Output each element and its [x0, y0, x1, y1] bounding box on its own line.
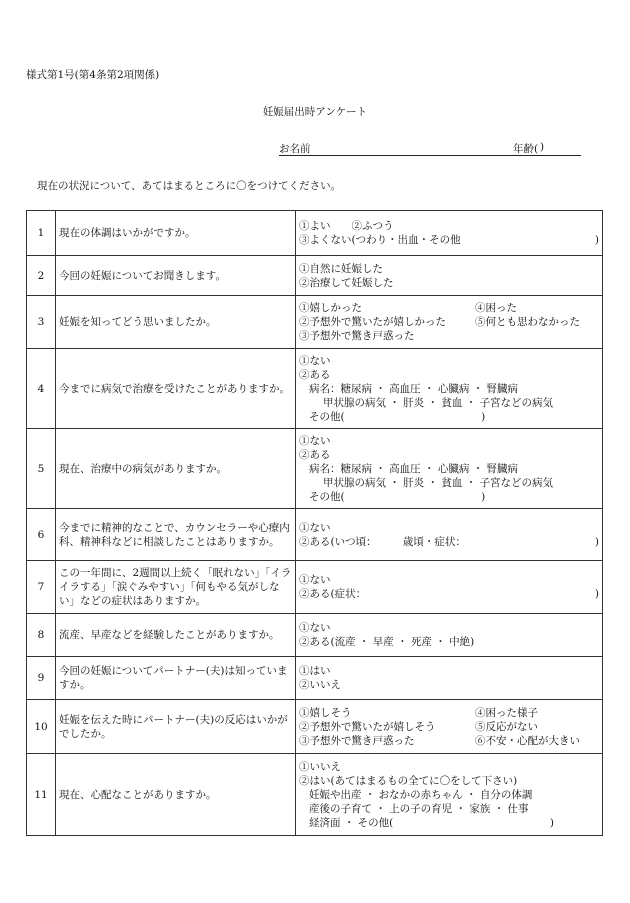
question-number: 3 [27, 296, 56, 349]
answer-options[interactable] [296, 349, 603, 429]
disease-list[interactable]: 病名：糖尿病 ・ 高血圧 ・ 心臓病 ・ 腎臓病 [309, 462, 519, 475]
question-text: 今までに精神的なことで、カウンセラーや心療内科、精神科などに相談したことはありますか。 [56, 509, 296, 561]
question-row [27, 349, 603, 429]
option-line[interactable]: ①ない [299, 434, 331, 447]
question-number: 1 [27, 211, 56, 256]
answer-options[interactable] [296, 296, 603, 349]
option-text: ⑤何とも思わなかった [475, 316, 580, 328]
question-row [27, 211, 603, 256]
answer-options[interactable] [296, 614, 603, 657]
answer-options[interactable] [296, 754, 603, 836]
question-text: 現在、心配なことがありますか。 [56, 754, 296, 836]
option-line[interactable] [299, 720, 599, 734]
question-row [27, 429, 603, 509]
question-number: 7 [27, 561, 56, 614]
close-paren: ) [549, 816, 554, 829]
option-line[interactable]: ①ない [299, 354, 331, 367]
question-row [27, 256, 603, 296]
answer-options[interactable] [296, 429, 603, 509]
age-close: ) [540, 141, 545, 153]
option-text: ④困った [475, 302, 517, 314]
instructions: 現在の状況について、あてはまるところに〇をつけてください。 [37, 180, 342, 192]
question-number: 8 [27, 614, 56, 657]
disease-list[interactable]: 甲状腺の病気 ・ 肝炎 ・ 貧血 ・ 子宮などの病気 [323, 396, 554, 409]
option-line[interactable]: ③予想外で驚き戸惑った [299, 330, 415, 342]
close-paren: ) [594, 588, 599, 600]
question-text: 今回の妊娠についてパートナー(夫)は知っていますか。 [56, 657, 296, 700]
question-number: 10 [27, 700, 56, 754]
answer-options[interactable] [296, 561, 603, 614]
option-line[interactable]: ①ない [299, 574, 331, 586]
question-row [27, 657, 603, 700]
option-line[interactable] [299, 706, 599, 720]
option-line[interactable]: ①よい ②ふつう [299, 220, 394, 232]
question-row [27, 561, 603, 614]
concern-list[interactable]: 妊娠や出産 ・ おなかの赤ちゃん ・ 自分の体調 [309, 788, 533, 801]
question-text: 現在、治療中の病気がありますか。 [56, 429, 296, 509]
option-text: ②ある(いつ頃： 歳頃・症状： [299, 535, 466, 548]
answer-options[interactable] [296, 657, 603, 700]
other-field[interactable]: その他( ) [309, 490, 486, 503]
option-line[interactable]: ②いいえ [299, 679, 341, 691]
question-number: 9 [27, 657, 56, 700]
option-text: ②予想外で驚いたが嬉しそう [299, 720, 436, 733]
age-label: 年齢( [513, 143, 539, 155]
answer-options[interactable] [296, 256, 603, 296]
name-label: お名前 [279, 143, 311, 155]
question-row [27, 296, 603, 349]
question-number: 4 [27, 349, 56, 429]
option-line[interactable]: ①はい [299, 665, 331, 677]
question-row [27, 614, 603, 657]
answer-options[interactable] [296, 509, 603, 561]
option-line[interactable]: ②はい(あてはまるもの全てに〇をして下さい) [299, 774, 518, 787]
option-line[interactable]: ②ある [299, 368, 331, 381]
question-number: 6 [27, 509, 56, 561]
option-text: ③よくない(つわり・出血・その他 [299, 234, 461, 246]
option-line[interactable] [299, 734, 599, 748]
option-text: ④困った様子 [475, 706, 538, 719]
disease-list[interactable]: 病名：糖尿病 ・ 高血圧 ・ 心臓病 ・ 腎臓病 [309, 382, 519, 395]
concern-list[interactable]: 産後の子育て ・ 上の子の育児 ・ 家族 ・ 仕事 [309, 802, 529, 815]
question-number: 5 [27, 429, 56, 509]
option-text: ⑤反応がない [475, 720, 538, 733]
option-text: ③予想外で驚き戸惑った [299, 734, 415, 747]
question-text: 現在の体調はいかがですか。 [56, 211, 296, 256]
answer-options[interactable] [296, 700, 603, 754]
form-number: 様式第1号(第4条第2項関係) [26, 69, 160, 81]
option-line[interactable]: ②ある [299, 448, 331, 461]
disease-list[interactable]: 甲状腺の病気 ・ 肝炎 ・ 貧血 ・ 子宮などの病気 [323, 476, 554, 489]
question-text: 今までに病気で治療を受けたことがありますか。 [56, 349, 296, 429]
option-text: ①嬉しそう [299, 706, 352, 719]
question-text: 妊娠を伝えた時にパートナー(夫)の反応はいかがでしたか。 [56, 700, 296, 754]
close-paren: ) [594, 234, 599, 246]
close-paren: ) [594, 535, 599, 548]
question-row [27, 509, 603, 561]
option-line[interactable]: ②ある(流産 ・ 早産 ・ 死産 ・ 中絶) [299, 636, 475, 648]
option-line[interactable] [299, 587, 599, 601]
question-text: 妊娠を知ってどう思いましたか。 [56, 296, 296, 349]
question-number: 11 [27, 754, 56, 836]
option-line[interactable] [299, 301, 599, 315]
question-row [27, 700, 603, 754]
questionnaire-table [26, 210, 603, 836]
question-number: 2 [27, 256, 56, 296]
other-field[interactable] [299, 816, 554, 830]
question-text: 流産、早産などを経験したことがありますか。 [56, 614, 296, 657]
question-text: この一年間に、2週間以上続く「眠れない」「イライラする」「涙ぐみやすい」「何もやる気がしない」などの症状はありますか。 [56, 561, 296, 614]
question-text: 今回の妊娠についてお聞きします。 [56, 256, 296, 296]
option-text: 経済面 ・ その他( [309, 816, 394, 829]
option-text: ①嬉しかった [299, 302, 362, 314]
option-line[interactable]: ①いいえ [299, 760, 341, 773]
document-title: 妊娠届出時アンケート [262, 106, 368, 118]
option-text: ②ある(症状： [299, 588, 367, 600]
option-line[interactable]: ①自然に妊娠した [299, 262, 383, 275]
answer-options[interactable] [296, 211, 603, 256]
option-line[interactable] [299, 315, 599, 329]
option-text: ②予想外で驚いたが嬉しかった [299, 316, 446, 328]
option-line[interactable]: ①ない [299, 521, 331, 534]
option-line[interactable]: ②治療して妊娠した [299, 276, 394, 289]
option-text: ⑥不安・心配が大きい [475, 734, 580, 747]
other-field[interactable]: その他( ) [309, 410, 486, 423]
option-line[interactable]: ①ない [299, 622, 331, 634]
option-line[interactable] [299, 233, 599, 247]
name-age-field[interactable] [279, 141, 581, 156]
option-line[interactable] [299, 535, 599, 549]
question-row [27, 754, 603, 836]
